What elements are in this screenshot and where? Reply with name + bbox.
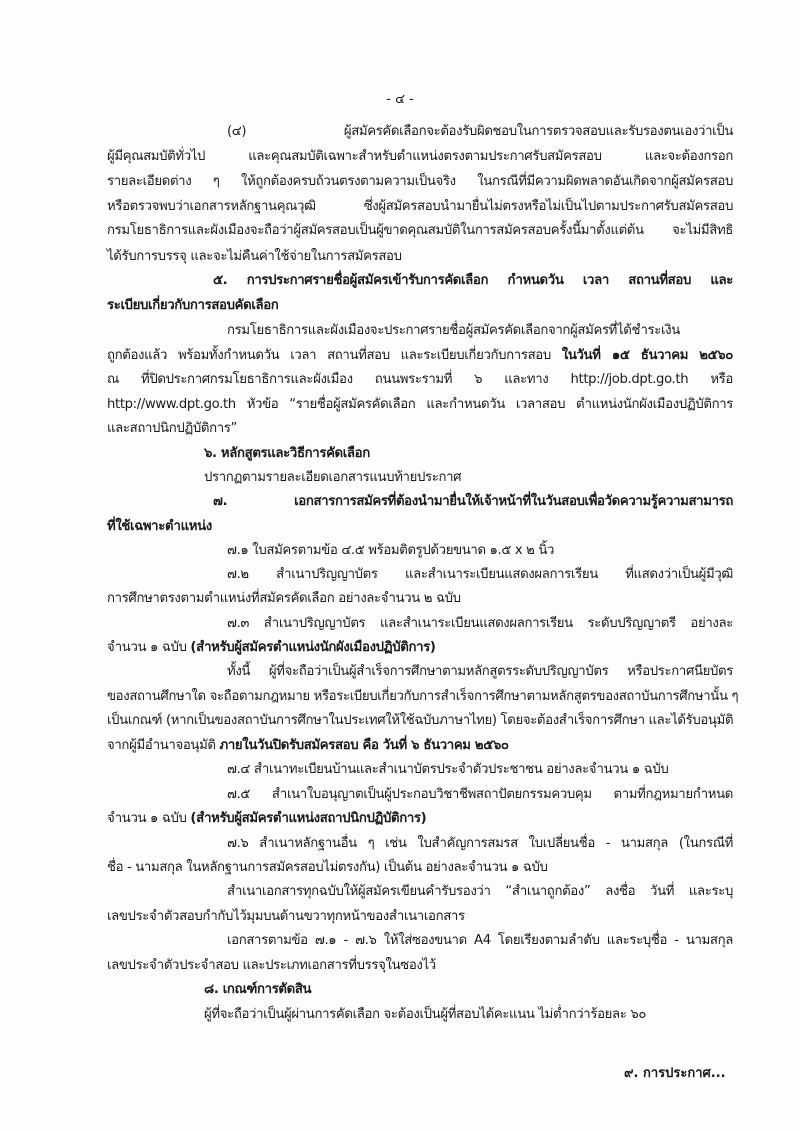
section-5-line-5: และสถาปนิกปฏิบัติการ” <box>107 421 237 437</box>
note-line-2: ของสถานศึกษาใด จะถือตามกฎหมาย หรือระเบียบเกี่ยวกับการสำเร็จการศึกษาตามหลักสูตรของสถาบันการศึกษานั้น ๆ <box>107 688 739 704</box>
item-7-3-line-1: ๗.๓ สำเนาปริญญาบัตร และสำเนาระเบียนแสดงผลการเรียน ระดับปริญญาตรี อย่างละ <box>227 615 733 631</box>
certify-line-1: สำเนาเอกสารทุกฉบับให้ผู้สมัครเขียนคำรับรองว่า “สำเนาถูกต้อง” ลงชื่อ วันที่ และระบุ <box>227 884 733 900</box>
dpt-site-link[interactable]: http://www.dpt.go.th <box>107 396 236 412</box>
item-7-5-count: จำนวน ๑ ฉบับ <box>107 811 187 827</box>
note-line-1: ทั้งนี้ ผู้ที่จะถือว่าเป็นผู้สำเร็จการศึกษาตามหลักสูตรระดับปริญญาบัตร หรือประกาศนียบัตร <box>227 664 733 680</box>
job-site-link[interactable]: http://job.dpt.go.th <box>570 372 689 388</box>
item-7-5-line-2 <box>107 810 733 828</box>
closing-date: ภายในวันปิดรับสมัครสอบ คือ วันที่ ๖ ธันวาคม ๒๕๖๐ <box>219 737 509 753</box>
envelope-line-2: เลขประจำตัวประจำสอบ และประเภทเอกสารที่บรรจุในซองไว้ <box>107 957 436 973</box>
page-number: - ๔ - <box>386 92 414 107</box>
item-7-4: ๗.๔ สำเนาทะเบียนบ้านและสำเนาบัตรประจำตัวประชาชน อย่างละจำนวน ๑ ฉบับ <box>227 762 669 778</box>
item-7-2-line-2: การศึกษาตรงตามตำแหน่งที่สมัครคัดเลือก อย่างละจำนวน ๒ ฉบับ <box>107 591 461 607</box>
certify-line-2: เลขประจำตัวสอบกำกับไว้มุมบนด้านขวาทุกหน้าของสำเนาเอกสาร <box>107 908 465 924</box>
paragraph-4-line-4: หรือตรวจพบว่าเอกสารหลักฐานคุณวุฒิ ซึ่งผู้สมัครสอบนำมายื่นไม่ตรงหรือไม่เป็นไปตามประกาศรับสมัครสอบ <box>107 198 733 214</box>
section-6-heading: ๖. หลักสูตรและวิธีการคัดเลือก <box>204 445 370 461</box>
note-line-4 <box>107 737 733 755</box>
section-5-line-3-text: ณ ที่ปิดประกาศกรมโยธาธิการและผังเมือง ถนนพระรามที่ ๖ และทาง <box>107 372 549 388</box>
item-7-1: ๗.๑ ใบสมัครตามข้อ ๔.๕ พร้อมติดรูปด้วยขนาด ๑.๕ x ๒ นิ้ว <box>227 543 555 559</box>
section-5-line-4 <box>107 396 733 414</box>
section-5-line-1: กรมโยธาธิการและผังเมืองจะประกาศรายชื่อผู้สมัครคัดเลือกจากผู้สมัครที่ได้ชำระเงิน <box>227 323 680 339</box>
note-line-4-text: จากผู้มีอำนาจอนุมัติ <box>107 737 216 753</box>
section-6-body: ปรากฏตามรายละเอียดเอกสารแนบท้ายประกาศ <box>204 470 462 486</box>
envelope-line-1: เอกสารตามข้อ ๗.๑ - ๗.๖ ให้ใส่ซองขนาด A4 โดยเรียงตามลำดับ และระบุชื่อ - นามสกุล <box>227 933 733 949</box>
paragraph-4-line-1: (๔) ผู้สมัครคัดเลือกจะต้องรับผิดชอบในการตรวจสอบและรับรองตนเองว่าเป็น <box>227 124 733 139</box>
section-5-heading-line-2: ระเบียบเกี่ยวกับการสอบคัดเลือก <box>107 298 279 314</box>
paragraph-4-line-3: รายละเอียดต่าง ๆ ให้ถูกต้องครบถ้วนตรงตามความเป็นจริง ในกรณีที่มีความผิดพลาดอันเกิดจากผู้สมัครสอบ <box>107 173 733 189</box>
paragraph-4-line-5: กรมโยธาธิการและผังเมืองจะถือว่าผู้สมัครสอบเป็นผู้ขาดคุณสมบัติในการสมัครสอบครั้งนี้มาตั้งแต่ต้น จะไม่มีสิทธิ <box>107 223 733 239</box>
section-8-heading: ๘. เกณฑ์การตัดสิน <box>204 982 312 998</box>
section-5-heading-line-1: ๕. การประกาศรายชื่อผู้สมัครเข้ารับการคัดเลือก กำหนดวัน เวลา สถานที่สอบ และ <box>213 273 733 289</box>
section-8-body: ผู้ที่จะถือว่าเป็นผู้ผ่านการคัดเลือก จะต้องเป็นผู้ที่สอบได้คะแนน ไม่ต่ำกว่าร้อยละ ๖๐ <box>204 1007 647 1022</box>
item-7-3-count: จำนวน ๑ ฉบับ <box>107 640 187 656</box>
section-7-heading-line-2: ที่ใช้เฉพาะตำแหน่ง <box>107 518 212 534</box>
section-7-heading-line-1: ๗. เอกสารการสมัครที่ต้องนำมายื่นให้เจ้าหน้าที่ในวันสอบเพื่อวัดความรู้ความสามารถ <box>213 494 733 510</box>
note-line-3: เป็นเกณฑ์ (หากเป็นของสถาบันการศึกษาในประเทศให้ใช้ฉบับภาษาไทย) โดยจะต้องสำเร็จการศึกษา และได้รับอนุมัติ <box>107 713 734 729</box>
announcement-date: ในวันที่ ๑๕ ธันวาคม ๒๕๖๐ <box>561 347 733 363</box>
section-5-line-2 <box>107 347 733 365</box>
section-5-line-4-text: หัวข้อ “รายชื่อผู้สมัครคัดเลือก และกำหนดวัน เวลาสอบ ตำแหน่งนักผังเมืองปฏิบัติการ <box>246 396 733 412</box>
item-7-5-note: (สำหรับผู้สมัครตำแหน่งสถาปนิกปฏิบัติการ) <box>190 811 427 827</box>
section-5-line-2-text: ถูกต้องแล้ว พร้อมทั้งกำหนดวัน เวลา สถานที่สอบ และระเบียบเกี่ยวกับการสอบ <box>107 347 551 363</box>
item-7-5-line-1: ๗.๕ สำเนาใบอนุญาตเป็นผู้ประกอบวิชาชีพสถาปัตยกรรมควบคุม ตามที่กฎหมายกำหนด <box>227 786 733 802</box>
item-7-6-line-1: ๗.๖ สำเนาหลักฐานอื่น ๆ เช่น ใบสำคัญการสมรส ใบเปลี่ยนชื่อ - นามสกุล (ในกรณีที่ <box>227 836 733 851</box>
item-7-6-line-2: ชื่อ - นามสกุล ในหลักฐานการสมัครสอบไม่ตรงกัน) เป็นต้น อย่างละจำนวน ๑ ฉบับ <box>107 859 548 875</box>
paragraph-4-line-6: ได้รับการบรรจุ และจะไม่คืนค่าใช้จ่ายในการสมัครสอบ <box>107 248 402 264</box>
or-text: หรือ <box>710 372 733 388</box>
item-7-3-line-2 <box>107 639 733 657</box>
item-7-3-note: (สำหรับผู้สมัครตำแหน่งนักผังเมืองปฏิบัติการ) <box>190 640 436 656</box>
section-5-line-3 <box>107 371 733 389</box>
paragraph-4-line-2: ผู้มีคุณสมบัติทั่วไป และคุณสมบัติเฉพาะสำหรับตำแหน่งตรงตามประกาศรับสมัครสอบ และจะต้องกรอก <box>107 149 733 165</box>
continuation-marker: ๙. การประกาศ... <box>624 1066 726 1081</box>
item-7-2-line-1: ๗.๒ สำเนาปริญญาบัตร และสำเนาระเบียนแสดงผลการเรียน ที่แสดงว่าเป็นผู้มีวุฒิ <box>227 566 733 582</box>
